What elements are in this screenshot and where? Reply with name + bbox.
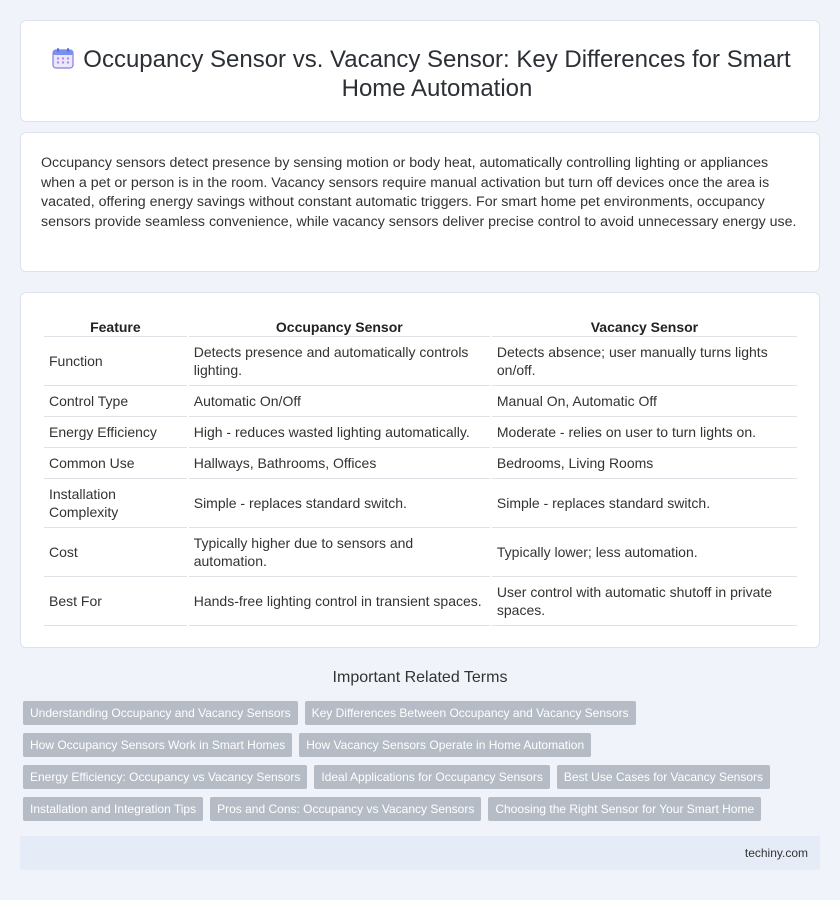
related-terms-list [23,701,813,829]
table-cell: Simple - replaces standard switch. [189,479,490,528]
tag-row [23,733,813,757]
table-cell: Manual On, Automatic Off [492,386,797,417]
related-term-tag[interactable]: How Occupancy Sensors Work in Smart Homes [23,733,292,757]
comparison-table [42,315,799,626]
table-cell: High - reduces wasted lighting automatically. [189,417,490,448]
title-card [20,20,820,122]
table-row [44,448,797,479]
table-cell: Control Type [44,386,187,417]
related-term-tag[interactable]: Pros and Cons: Occupancy vs Vacancy Sensors [210,797,481,821]
table-cell: Best For [44,577,187,626]
table-cell: Bedrooms, Living Rooms [492,448,797,479]
table-cell: Cost [44,528,187,577]
tag-row [23,765,813,789]
table-row [44,417,797,448]
table-cell: Typically lower; less automation. [492,528,797,577]
table-header-row [44,315,797,337]
table-row [44,577,797,626]
table-cell: Moderate - relies on user to turn lights on. [492,417,797,448]
header-vacancy: Vacancy Sensor [492,315,797,337]
table-row [44,528,797,577]
related-term-tag[interactable]: Installation and Integration Tips [23,797,203,821]
related-term-tag[interactable]: Energy Efficiency: Occupancy vs Vacancy Sensors [23,765,307,789]
related-term-tag[interactable]: Ideal Applications for Occupancy Sensors [314,765,549,789]
table-cell: Detects presence and automatically controls lighting. [189,337,490,386]
table-cell: Automatic On/Off [189,386,490,417]
footer [20,836,820,870]
table-cell: Typically higher due to sensors and automation. [189,528,490,577]
table-cell: Common Use [44,448,187,479]
tag-row [23,701,813,725]
table-cell: Detects absence; user manually turns lights on/off. [492,337,797,386]
table-row [44,386,797,417]
related-term-tag[interactable]: Understanding Occupancy and Vacancy Sensors [23,701,298,725]
header-occupancy: Occupancy Sensor [189,315,490,337]
table-cell: Installation Complexity [44,479,187,528]
tag-row [23,797,813,821]
table-cell: Hands-free lighting control in transient spaces. [189,577,490,626]
table-cell: Energy Efficiency [44,417,187,448]
table-cell: Hallways, Bathrooms, Offices [189,448,490,479]
related-term-tag[interactable]: How Vacancy Sensors Operate in Home Automation [299,733,591,757]
related-terms-title: Important Related Terms [332,669,508,686]
related-term-tag[interactable]: Best Use Cases for Vacancy Sensors [557,765,770,789]
footer-site[interactable]: techiny.com [744,846,808,860]
table-cell: Function [44,337,187,386]
table-row [44,337,797,386]
related-term-tag[interactable]: Key Differences Between Occupancy and Vacancy Sensors [305,701,636,725]
table-cell: User control with automatic shutoff in private spaces. [492,577,797,626]
intro-paragraph: Occupancy sensors detect presence by sensing motion or body heat, automatically controlling lighting or appliances when a pet or person is in the room. Vacancy sensors require manual activation but turn off devices once the area is vacated, offering energy savings without constant automatic triggers. For smart home pet environments, occupancy sensors provide seamless convenience, while vacancy sensors deliver precise control to avoid unnecessary energy use. [41,155,797,230]
table-row [44,479,797,528]
related-term-tag[interactable]: Choosing the Right Sensor for Your Smart Home [488,797,761,821]
page-title: Occupancy Sensor vs. Vacancy Sensor: Key Differences for Smart Home Automation [83,46,791,102]
comparison-card [20,292,820,648]
header-feature: Feature [44,315,187,337]
intro-card [20,132,820,272]
table-cell: Simple - replaces standard switch. [492,479,797,528]
